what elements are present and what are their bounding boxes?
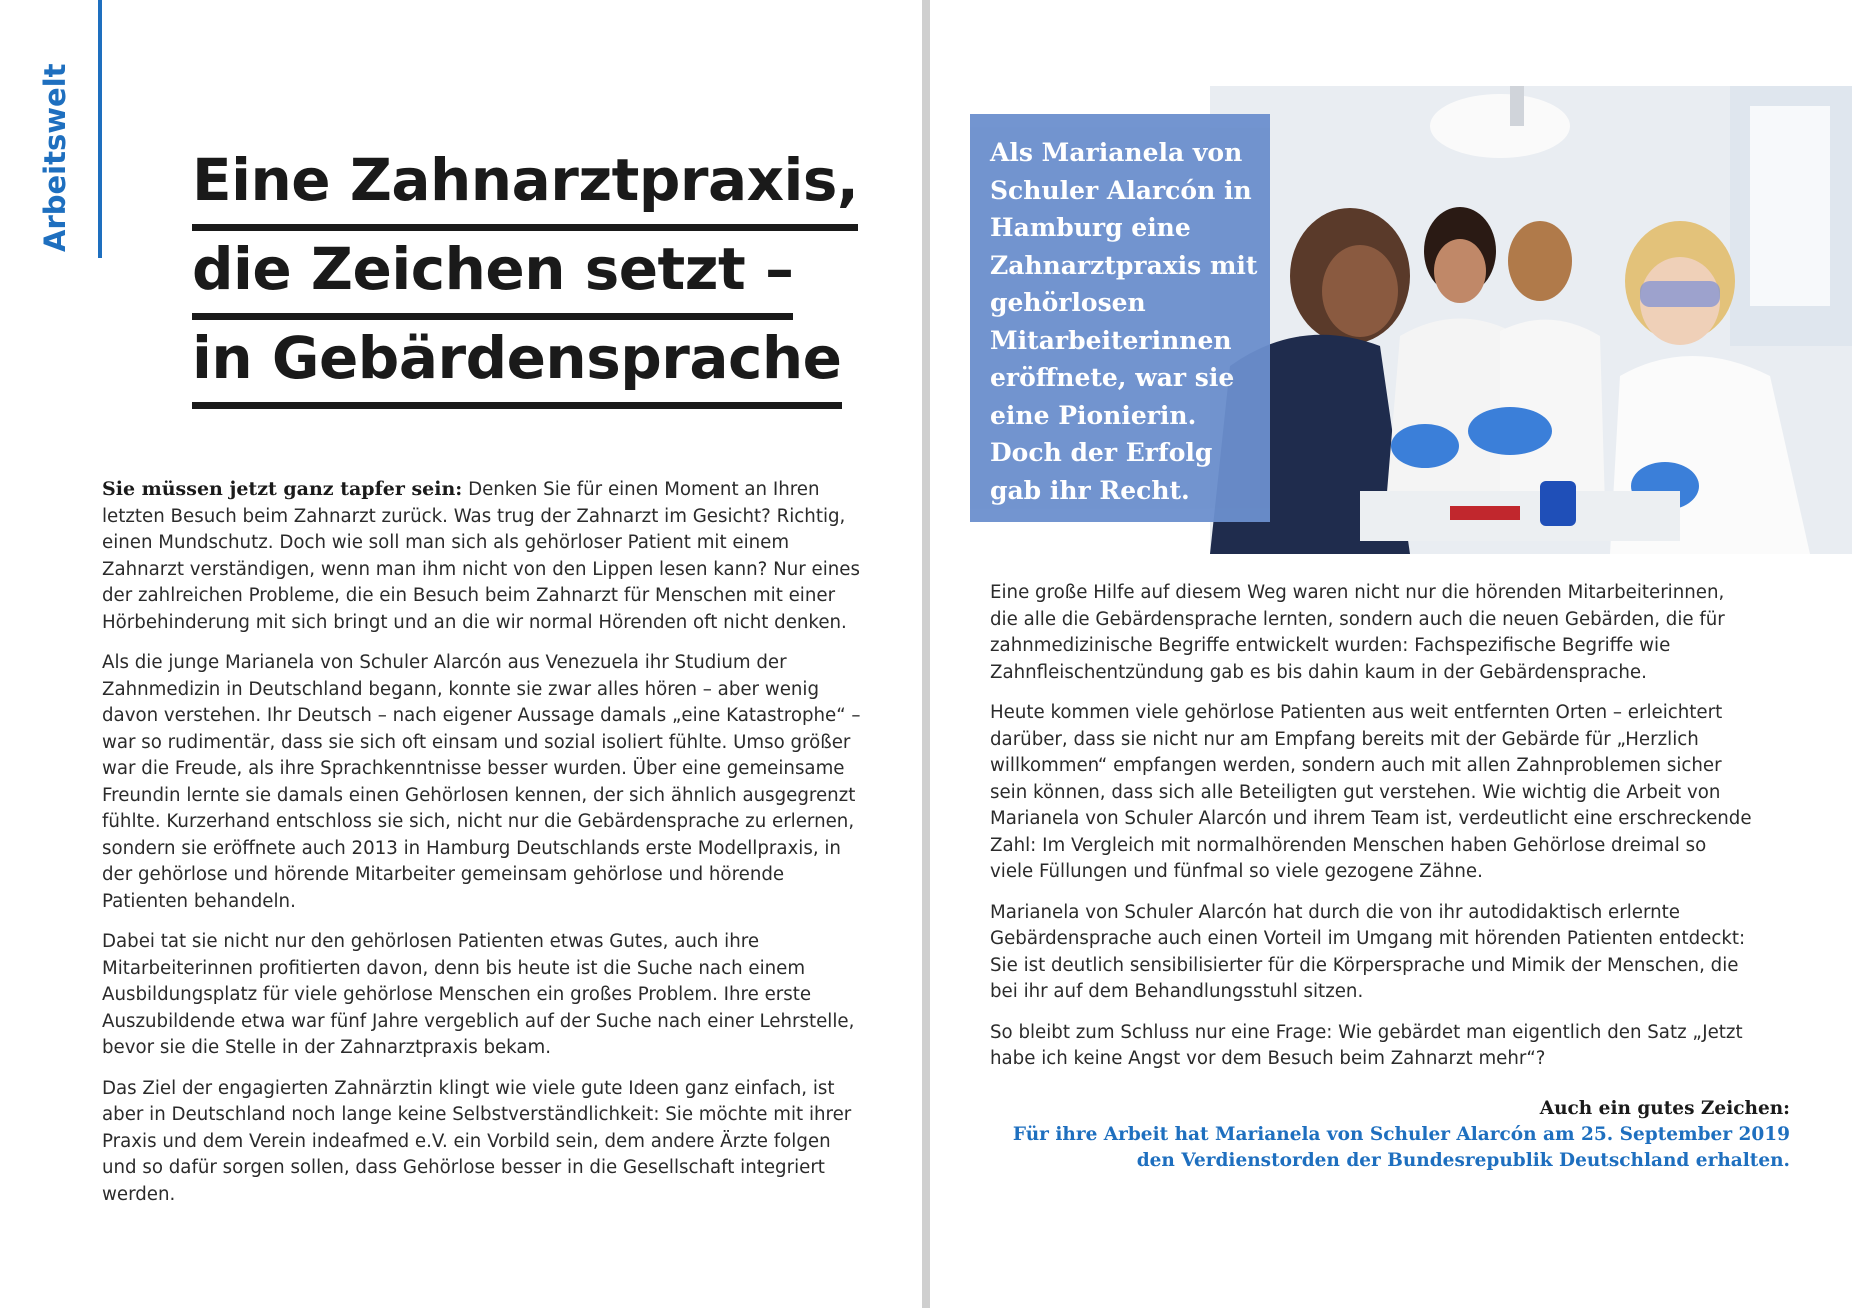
- intro-paragraph: [102, 476, 864, 636]
- closing-note: [1013, 1096, 1790, 1174]
- title-line-3: in Gebärdensprache: [192, 322, 842, 409]
- intro-text: Denken Sie für einen Moment an Ihren letzten Besuch beim Zahnarzt zurück. Was trug der Zahnarzt im Gesicht? Richtig, einen Mundschutz. Doch wie soll man sich als gehörloser Patient mit einem Zahnarzt verständigen, wenn man ihm nicht von den Lippen lesen kann? Nur eines der zahlreichen Probleme, die ein Besuch beim Zahnarzt für Menschen mit einer Hörbehinderung mit sich bringt und an die wir normal Hörenden oft nicht denken.: [102, 479, 860, 633]
- closing-line-1: Für ihre Arbeit hat Marianela von Schuler Alarcón am 25. September 2019: [1012, 1124, 1790, 1145]
- right-page: [930, 0, 1852, 1308]
- section-tab-bar: [98, 0, 102, 258]
- page-spine: [922, 0, 930, 1308]
- left-body-text: [102, 476, 864, 1222]
- pull-quote: Als Marianela von Schuler Alarcón in Hamburg eine Zahnarztpraxis mit gehörlosen Mitarbeiterinnen eröffnete, war sie eine Pionierin. Doch der Erfolg gab ihr Recht.: [990, 138, 1258, 505]
- dental-team-photo: [1210, 86, 1852, 554]
- paragraph: Eine große Hilfe auf diesem Weg waren nicht nur die hörenden Mitarbeiterinnen, die alle die Gebärdensprache lernten, sondern auch die neuen Gebärden, die für zahnmedizinische Begriffe entwickelt wurden: Fachspezifische Begriffe wie Zahnfleischentzündung gab es bis dahin kaum in der Gebärdensprache.: [990, 582, 1725, 683]
- title-line-1: Eine Zahnarztpraxis,: [192, 144, 858, 231]
- paragraph: Dabei tat sie nicht nur den gehörlosen Patienten etwas Gutes, auch ihre Mitarbeiterinnen profitierten davon, denn bis heute ist die Suche nach einem Ausbildungsplatz für viele gehörlose Menschen ein großes Problem. Ihre erste Auszubildende etwa war fünf Jahre vergeblich auf der Suche nach einer Lehrstelle, bevor sie die Stelle in der Zahnarztpraxis bekam.: [102, 931, 855, 1058]
- closing-heading: Auch ein gutes Zeichen:: [1539, 1098, 1790, 1119]
- paragraph: Heute kommen viele gehörlose Patienten aus weit entfernten Orten – erleichtert darüber, dass sie nicht nur am Empfang bereits mit der Gebärde für „Herzlich willkommen“ empfangen werden, sondern auch mit allen Zahnproblemen sicher sein können, dass sich alle Beteiligten gut verstehen. Wie wichtig die Arbeit von Marianela von Schuler Alarcón und ihrem Team ist, verdeutlicht eine erschreckende Zahl: Im Vergleich mit normalhörenden Menschen haben Gehörlose dreimal so viele Füllungen und fünfmal so viele gezogene Zähne.: [990, 702, 1752, 882]
- section-label: Arbeitswelt: [38, 63, 72, 252]
- paragraph: Marianela von Schuler Alarcón hat durch die von ihr autodidaktisch erlernte Gebärdensprache auch einen Vorteil im Umgang mit hörenden Patienten entdeckt: Sie ist deutlich sensibilisierter für die Körpersprache und Mimik der Menschen, die bei ihr auf dem Behandlungsstuhl sitzen.: [990, 901, 1746, 1002]
- lead-in: Sie müssen jetzt ganz tapfer sein:: [102, 478, 463, 500]
- closing-line-2: den Verdienstorden der Bundesrepublik Deutschland erhalten.: [1136, 1150, 1790, 1171]
- left-page: [0, 0, 922, 1308]
- right-body-text: [990, 580, 1752, 1087]
- pull-quote-box: [970, 114, 1270, 522]
- paragraph: Das Ziel der engagierten Zahnärztin klingt wie viele gute Ideen ganz einfach, ist aber in Deutschland noch lange keine Selbstverständlichkeit: Sie möchte mit ihrer Praxis und dem Verein indeafmed e.V. ein Vorbild sein, dem andere Ärzte folgen und so dafür sorgen sollen, dass Gehörlose besser in die Gesellschaft integriert werden.: [102, 1077, 852, 1205]
- paragraph: Als die junge Marianela von Schuler Alarcón aus Venezuela ihr Studium der Zahnmedizin in Deutschland begann, konnte sie zwar alles hören – aber wenig davon verstehen. Ihr Deutsch – nach eigener Aussage damals „eine Katastrophe“ – war so rudimentär, dass sie sich oft einsam und sozial isoliert fühlte. Umso größer war die Freude, als ihre Sprachkenntnisse besser wurden. Über eine gemeinsame Freundin lernte sie damals einen Gehörlosen kennen, der sich ähnlich ausgegrenzt fühlte. Kurzerhand entschloss sie sich, nicht nur die Gebärdensprache zu erlernen, sondern sie eröffnete auch 2013 in Hamburg Deutschlands erste Modellpraxis, in der gehörlose und hörende Mitarbeiter gemeinsam gehörlose und hörende Patienten behandeln.: [102, 652, 861, 912]
- article-title: [192, 144, 858, 411]
- photo-illustration: [1210, 86, 1852, 554]
- paragraph: So bleibt zum Schluss nur eine Frage: Wie gebärdet man eigentlich den Satz „Jetzt habe ich keine Angst vor dem Besuch beim Zahnarzt mehr“?: [990, 1021, 1743, 1069]
- title-line-2: die Zeichen setzt –: [192, 233, 793, 320]
